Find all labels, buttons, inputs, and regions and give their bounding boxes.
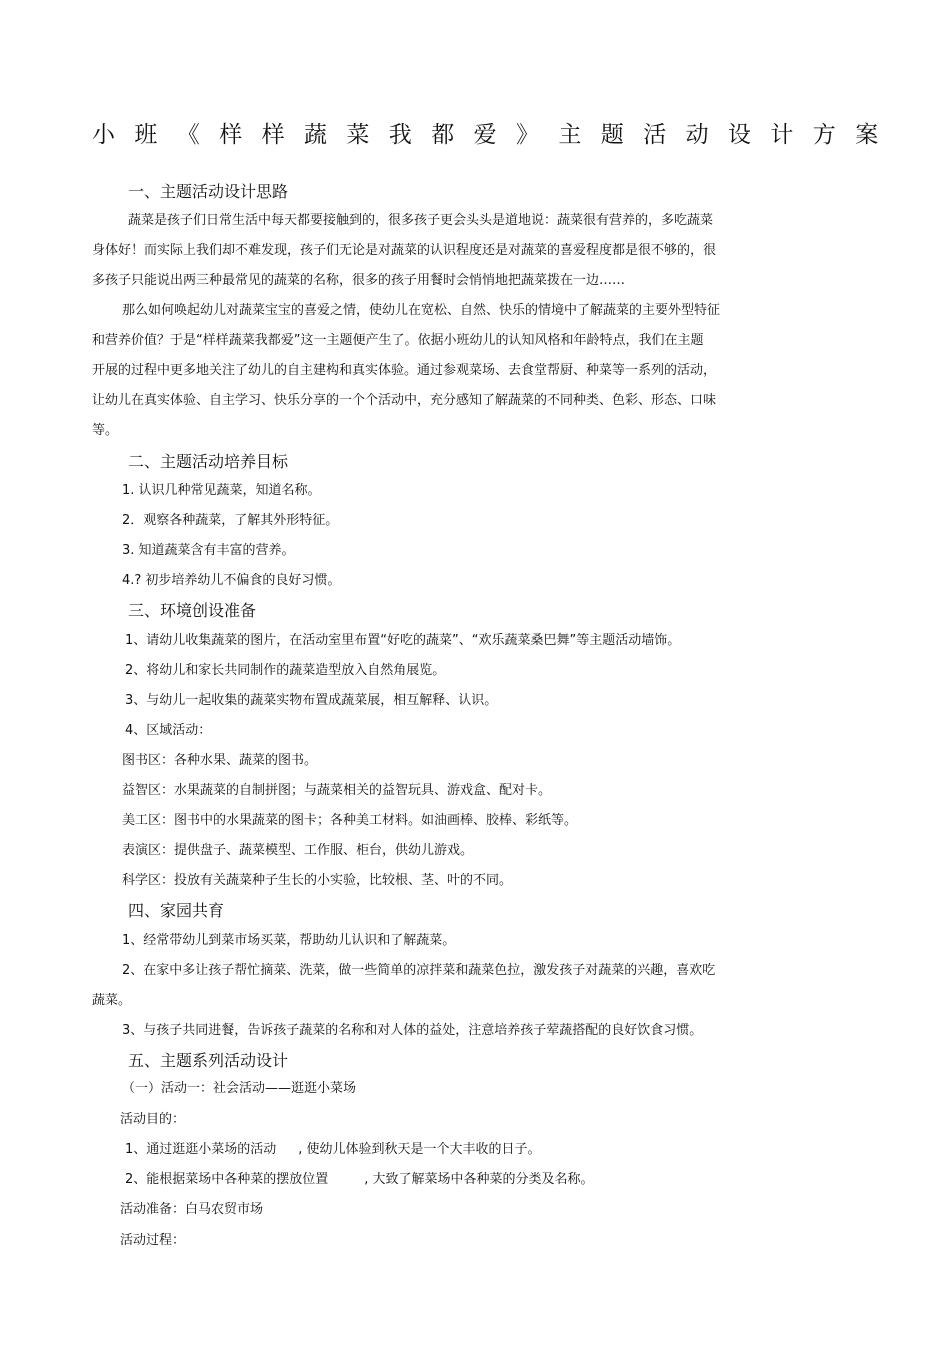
list-item: 1、请幼儿收集蔬菜的图片，在活动室里布置“好吃的蔬菜”、“欢乐蔬菜桑巴舞”等主题活动墙饰。 (125, 633, 681, 648)
list-item-continued: 蔬菜。 (92, 993, 132, 1008)
area-item: 图书区：各种水果、蔬菜的图书。 (122, 753, 318, 768)
paragraph-line: 等。 (92, 423, 119, 438)
list-item: 3. 知道蔬菜含有丰富的营养。 (122, 543, 295, 558)
activity-goal (125, 1171, 594, 1189)
paragraph-line: 身体好！而实际上我们却不难发现，孩子们无论是对蔬菜的认识程度还是对蔬菜的喜爱程度都是很不够的，很 (92, 243, 717, 258)
area-item: 表演区：提供盘子、蔬菜模型、工作服、柜台，供幼儿游戏。 (122, 843, 474, 858)
section-4-heading: 四、家园共育 (128, 901, 225, 920)
list-item: 4.? 初步培养幼儿不偏食的良好习惯。 (122, 573, 341, 588)
list-item: 3、与孩子共同进餐，告诉孩子蔬菜的名称和对人体的益处，注意培养孩子荤蔬搭配的良好饮食习惯。 (122, 1023, 703, 1038)
area-item: 美工区：图书中的水果蔬菜的图卡；各种美工材料。如油画棒、胶棒、彩纸等。 (122, 813, 578, 828)
list-item: 1. 认识几种常见蔬菜，知道名称。 (122, 483, 321, 498)
activity-goal-label: 活动目的： (120, 1112, 186, 1127)
list-item: 3、与幼儿一起收集的蔬菜实物布置成蔬菜展，相互解释、认识。 (125, 693, 498, 708)
section-5-heading: 五、主题系列活动设计 (128, 1051, 289, 1070)
activity-goal-text: , 使幼儿体验到秋天是一个大丰收的日子。 (298, 1142, 541, 1157)
section-1-heading: 一、主题活动设计思路 (128, 182, 289, 201)
activity-title: （一）活动一：社会活动——逛逛小菜场 (122, 1081, 357, 1096)
paragraph-line: 让幼儿在真实体验、自主学习、快乐分享的一个个活动中，充分感知了解蔬菜的不同种类、色彩、形态、口味 (92, 393, 717, 408)
document-title: 小班《样样蔬菜我都爱》主题活动设计方案 (92, 122, 898, 148)
list-item: 1、经常带幼儿到菜市场买菜，帮助幼儿认识和了解蔬菜。 (122, 933, 456, 948)
paragraph-line: 开展的过程中更多地关注了幼儿的自主建构和真实体验。通过参观菜场、去食堂帮厨、种菜等一系列的活动， (92, 363, 717, 378)
activity-goal-text: 2、能根据菜场中各种菜的摆放位置 (125, 1172, 329, 1187)
list-item: 2、在家中多让孩子帮忙摘菜、洗菜，做一些简单的凉拌菜和蔬菜色拉，激发孩子对蔬菜的兴趣，喜欢吃 (122, 963, 716, 978)
activity-goal-text: 1、通过逛逛小菜场的活动 (125, 1142, 277, 1157)
activity-process-label: 活动过程： (120, 1233, 186, 1248)
section-3-heading: 三、环境创设准备 (128, 601, 257, 620)
section-2-heading: 二、主题活动培养目标 (128, 452, 289, 471)
paragraph-line: 蔬菜是孩子们日常生活中每天都要接触到的，很多孩子更会头头是道地说：蔬菜很有营养的，多吃蔬菜 (128, 213, 714, 228)
activity-preparation: 活动准备：白马农贸市场 (120, 1202, 264, 1217)
area-item: 科学区：投放有关蔬菜种子生长的小实验，比较根、茎、叶的不同。 (122, 873, 513, 888)
list-item: 2、将幼儿和家长共同制作的蔬菜造型放入自然角展览。 (125, 663, 446, 678)
list-item: 4、区域活动： (125, 723, 212, 738)
paragraph-line: 那么如何唤起幼儿对蔬菜宝宝的喜爱之情，使幼儿在宽松、自然、快乐的情境中了解蔬菜的主要外型特征 (122, 303, 721, 318)
area-item: 益智区：水果蔬菜的自制拼图；与蔬菜相关的益智玩具、游戏盒、配对卡。 (122, 783, 552, 798)
activity-goal (125, 1141, 541, 1159)
paragraph-line: 和营养价值？于是“样样蔬菜我都爱”这一主题便产生了。依据小班幼儿的认知风格和年龄特点，我们在主题 (92, 333, 704, 348)
list-item: 2．观察各种蔬菜，了解其外形特征。 (122, 513, 339, 528)
paragraph-line: 多孩子只能说出两三种最常见的蔬菜的名称，很多的孩子用餐时会悄悄地把蔬菜拨在一边…… (92, 273, 626, 288)
activity-goal-text: , 大致了解菜场中各种菜的分类及名称。 (364, 1172, 594, 1187)
